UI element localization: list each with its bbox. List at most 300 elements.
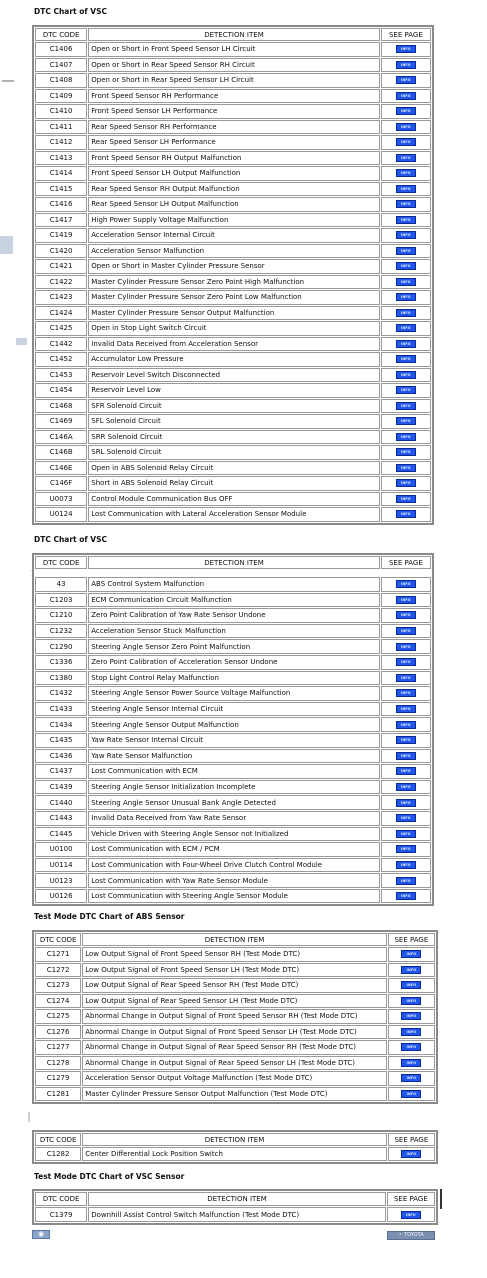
see-page-cell (381, 717, 431, 732)
see-page-cell (388, 1147, 435, 1161)
info-button[interactable]: INFO (396, 309, 416, 317)
detection-item-cell: Open in Stop Light Switch Circuit (88, 321, 379, 336)
dtc-code-cell: U0126 (35, 889, 87, 904)
see-page-cell (381, 624, 431, 639)
side-marker (0, 236, 13, 254)
info-button[interactable]: INFO (396, 611, 416, 619)
info-button[interactable]: INFO (396, 721, 416, 729)
header-dtc-code: DTC CODE (35, 1133, 81, 1146)
expand-toggle-button[interactable]: ◉ (32, 1230, 50, 1239)
detection-item-cell: Low Output Signal of Front Speed Sensor RH (Test Mode DTC) (82, 947, 387, 962)
table-row (35, 321, 431, 336)
info-button[interactable]: INFO (396, 185, 416, 193)
detection-item-cell: Abnormal Change in Output Signal of Rear Speed Sensor LH (Test Mode DTC) (82, 1056, 387, 1071)
info-button[interactable]: INFO (396, 510, 416, 518)
info-button[interactable]: INFO (396, 658, 416, 666)
table-row (35, 795, 431, 810)
dtc-code-cell: C1282 (35, 1147, 81, 1161)
dtc-code-cell: C1440 (35, 795, 87, 810)
detection-item-cell: Steering Angle Sensor Output Malfunction (88, 717, 379, 732)
detection-item-cell: Front Speed Sensor LH Performance (88, 104, 379, 119)
see-page-cell (388, 963, 435, 978)
dtc-code-cell: C1407 (35, 58, 87, 73)
dtc-code-cell: C1410 (35, 104, 87, 119)
dtc-code-cell: C1413 (35, 151, 87, 166)
dtc-code-cell: C1445 (35, 827, 87, 842)
detection-item-cell: Zero Point Calibration of Yaw Rate Sensor Undone (88, 608, 379, 623)
dtc-code-cell: C1276 (35, 1025, 81, 1040)
info-button[interactable]: INFO (396, 643, 416, 651)
table-row (35, 593, 431, 608)
dtc-code-cell: C1380 (35, 671, 87, 686)
see-page-cell (381, 197, 431, 212)
header-dtc-code: DTC CODE (35, 1192, 87, 1206)
detection-item-cell: Open or Short in Rear Speed Sensor RH Circuit (88, 58, 379, 73)
detection-item-cell: Reservoir Level Switch Disconnected (88, 368, 379, 383)
info-button[interactable]: INFO (396, 783, 416, 791)
detection-item-cell: Acceleration Sensor Internal Circuit (88, 228, 379, 243)
see-page-cell (381, 577, 431, 592)
info-button[interactable]: INFO (396, 596, 416, 604)
see-page-cell (381, 795, 431, 810)
detection-item-cell: Rear Speed Sensor RH Output Malfunction (88, 182, 379, 197)
see-page-cell (381, 842, 431, 857)
table-row (35, 430, 431, 445)
see-page-cell (388, 1056, 435, 1071)
dtc-table (32, 930, 438, 1104)
table-row (35, 1025, 435, 1040)
info-button[interactable]: INFO (396, 689, 416, 697)
see-page-cell (388, 994, 435, 1009)
info-button[interactable]: INFO (396, 92, 416, 100)
dtc-code-cell: C1273 (35, 978, 81, 993)
see-page-cell (381, 228, 431, 243)
detection-item-cell: SRL Solenoid Circuit (88, 445, 379, 460)
dtc-code-cell: C1274 (35, 994, 81, 1009)
info-button[interactable]: INFO (396, 752, 416, 760)
info-button[interactable]: INFO (401, 1074, 421, 1082)
table-row (35, 399, 431, 414)
table-row (35, 104, 431, 119)
info-button[interactable]: INFO (401, 1028, 421, 1036)
header-dtc-code: DTC CODE (35, 28, 87, 41)
dtc-code-cell: C1406 (35, 42, 87, 57)
dtc-code-cell: C1336 (35, 655, 87, 670)
info-button[interactable]: INFO (396, 877, 416, 885)
detection-item-cell: Abnormal Change in Output Signal of Rear Speed Sensor RH (Test Mode DTC) (82, 1040, 387, 1055)
see-page-cell (381, 182, 431, 197)
dtc-code-cell: U0123 (35, 873, 87, 888)
dtc-code-cell: C1436 (35, 749, 87, 764)
dtc-code-cell: C1279 (35, 1071, 81, 1086)
dtc-code-cell: C1412 (35, 135, 87, 150)
info-button[interactable]: INFO (396, 627, 416, 635)
info-button[interactable]: INFO (396, 154, 416, 162)
see-page-cell (381, 476, 431, 491)
info-button[interactable]: INFO (396, 861, 416, 869)
see-page-cell (381, 430, 431, 445)
dtc-code-cell: C1454 (35, 383, 87, 398)
section-title: DTC Chart of VSC (34, 535, 107, 544)
dtc-code-cell: C146E (35, 461, 87, 476)
table-row (35, 120, 431, 135)
detection-item-cell: SRR Solenoid Circuit (88, 430, 379, 445)
dtc-code-cell: C1271 (35, 947, 81, 962)
see-page-cell (381, 889, 431, 904)
header-detection-item: DETECTION ITEM (82, 1133, 387, 1146)
detection-item-cell: Downhill Assist Control Switch Malfunction (Test Mode DTC) (88, 1207, 385, 1222)
detection-item-cell: Front Speed Sensor LH Output Malfunction (88, 166, 379, 181)
table-row (35, 1207, 435, 1222)
info-button[interactable]: INFO (396, 830, 416, 838)
table-row (35, 1009, 435, 1024)
section-title: Test Mode DTC Chart of ABS Sensor (34, 912, 185, 921)
see-page-cell (381, 686, 431, 701)
info-button[interactable]: INFO (396, 45, 416, 53)
detection-item-cell: Short in ABS Solenoid Relay Circuit (88, 476, 379, 491)
detection-item-cell: Lost Communication with Steering Angle Sensor Module (88, 889, 379, 904)
table-row (35, 306, 431, 321)
see-page-cell (381, 306, 431, 321)
header-see-page: SEE PAGE (388, 933, 435, 946)
detection-item-cell: Abnormal Change in Output Signal of Front Speed Sensor RH (Test Mode DTC) (82, 1009, 387, 1024)
see-page-cell (388, 1087, 435, 1102)
row-spacer (35, 570, 431, 576)
see-page-cell (381, 135, 431, 150)
detection-item-cell: Front Speed Sensor RH Output Malfunction (88, 151, 379, 166)
dtc-code-cell: C1452 (35, 352, 87, 367)
table-row (35, 1040, 435, 1055)
table-row (35, 414, 431, 429)
info-button[interactable]: INFO (396, 293, 416, 301)
detection-item-cell: Master Cylinder Pressure Sensor Zero Point Low Malfunction (88, 290, 379, 305)
dtc-code-cell: C1468 (35, 399, 87, 414)
detection-item-cell: Low Output Signal of Rear Speed Sensor LH (Test Mode DTC) (82, 994, 387, 1009)
dtc-code-cell: C1275 (35, 1009, 81, 1024)
info-button[interactable]: INFO (396, 402, 416, 410)
info-button[interactable]: INFO (396, 448, 416, 456)
info-button[interactable]: INFO (396, 433, 416, 441)
info-button[interactable]: INFO (396, 845, 416, 853)
detection-item-cell: ABS Control System Malfunction (88, 577, 379, 592)
see-page-cell (387, 1207, 435, 1222)
see-page-cell (381, 73, 431, 88)
info-button[interactable]: INFO (396, 247, 416, 255)
table-row (35, 780, 431, 795)
info-button[interactable]: INFO (396, 495, 416, 503)
info-button[interactable]: INFO (396, 340, 416, 348)
dtc-code-cell: C1281 (35, 1087, 81, 1102)
header-detection-item: DETECTION ITEM (88, 1192, 385, 1206)
see-page-cell (381, 104, 431, 119)
info-button[interactable]: INFO (401, 981, 421, 989)
detection-item-cell: Master Cylinder Pressure Sensor Zero Point High Malfunction (88, 275, 379, 290)
info-button[interactable]: INFO (396, 262, 416, 270)
table-row (35, 873, 431, 888)
table-row (35, 1071, 435, 1086)
table-row (35, 135, 431, 150)
info-button[interactable]: INFO (396, 417, 416, 425)
table-row (35, 337, 431, 352)
detection-item-cell: Vehicle Driven with Steering Angle Sensor not Initialized (88, 827, 379, 842)
dtc-code-cell: C1417 (35, 213, 87, 228)
detection-item-cell: Acceleration Sensor Stuck Malfunction (88, 624, 379, 639)
table-row (35, 244, 431, 259)
info-button[interactable]: INFO (396, 814, 416, 822)
info-button[interactable]: INFO (401, 950, 421, 958)
info-button[interactable]: INFO (396, 386, 416, 394)
table-row (35, 858, 431, 873)
see-page-cell (381, 120, 431, 135)
info-button[interactable]: INFO (396, 216, 416, 224)
info-button[interactable]: INFO (396, 479, 416, 487)
detection-item-cell: Acceleration Sensor Malfunction (88, 244, 379, 259)
see-page-cell (381, 780, 431, 795)
see-page-cell (381, 383, 431, 398)
info-button[interactable]: INFO (401, 1090, 421, 1098)
detection-item-cell: Zero Point Calibration of Acceleration Sensor Undone (88, 655, 379, 670)
see-page-cell (381, 639, 431, 654)
info-button[interactable]: INFO (401, 1150, 421, 1158)
detection-item-cell: Steering Angle Sensor Zero Point Malfunction (88, 639, 379, 654)
see-page-cell (381, 733, 431, 748)
see-page-cell (381, 58, 431, 73)
info-button[interactable]: INFO (401, 1059, 421, 1067)
table-row (35, 182, 431, 197)
table-row (35, 686, 431, 701)
detection-item-cell: Steering Angle Sensor Internal Circuit (88, 702, 379, 717)
dtc-code-cell: C1409 (35, 89, 87, 104)
detection-item-cell: Open or Short in Master Cylinder Pressure Sensor (88, 259, 379, 274)
dtc-code-cell: C146A (35, 430, 87, 445)
table-row (35, 624, 431, 639)
info-button[interactable]: INFO (396, 169, 416, 177)
dtc-code-cell: C1232 (35, 624, 87, 639)
info-button[interactable]: INFO (401, 1043, 421, 1051)
info-button[interactable]: INFO (396, 123, 416, 131)
table-row (35, 947, 435, 962)
table-row (35, 368, 431, 383)
side-marker (2, 80, 14, 82)
table-row (35, 963, 435, 978)
detection-item-cell: Abnormal Change in Output Signal of Front Speed Sensor LH (Test Mode DTC) (82, 1025, 387, 1040)
dtc-code-cell: C1421 (35, 259, 87, 274)
table-row (35, 749, 431, 764)
info-button[interactable]: INFO (401, 966, 421, 974)
table-row (35, 733, 431, 748)
see-page-cell (381, 671, 431, 686)
info-button[interactable]: INFO (396, 138, 416, 146)
table-row (35, 228, 431, 243)
see-page-cell (381, 213, 431, 228)
info-button[interactable]: INFO (396, 200, 416, 208)
info-button[interactable]: INFO (401, 1012, 421, 1020)
detection-item-cell: Open or Short in Front Speed Sensor LH Circuit (88, 42, 379, 57)
table-row (35, 1087, 435, 1102)
dtc-table (32, 1189, 438, 1225)
dtc-code-cell: C1415 (35, 182, 87, 197)
table-row (35, 655, 431, 670)
info-button[interactable]: INFO (396, 767, 416, 775)
dtc-code-cell: 43 (35, 577, 87, 592)
detection-item-cell: Invalid Data Received from Yaw Rate Sensor (88, 811, 379, 826)
header-see-page: SEE PAGE (387, 1192, 435, 1206)
see-page-cell (388, 947, 435, 962)
see-page-cell (381, 368, 431, 383)
dtc-code-cell: C1272 (35, 963, 81, 978)
detection-item-cell: Invalid Data Received from Acceleration Sensor (88, 337, 379, 352)
detection-item-cell: Accumulator Low Pressure (88, 352, 379, 367)
detection-item-cell: SFR Solenoid Circuit (88, 399, 379, 414)
dtc-code-cell: C1210 (35, 608, 87, 623)
see-page-cell (381, 259, 431, 274)
dtc-code-cell: C1435 (35, 733, 87, 748)
dtc-code-cell: C146F (35, 476, 87, 491)
detection-item-cell: Lost Communication with Yaw Rate Sensor Module (88, 873, 379, 888)
table-row (35, 978, 435, 993)
dtc-code-cell: C1433 (35, 702, 87, 717)
header-dtc-code: DTC CODE (35, 933, 81, 946)
info-button[interactable]: INFO (396, 736, 416, 744)
see-page-cell (381, 492, 431, 507)
info-button[interactable]: INFO (396, 324, 416, 332)
dtc-code-cell: U0073 (35, 492, 87, 507)
dtc-code-cell: C146B (35, 445, 87, 460)
dtc-code-cell: C1443 (35, 811, 87, 826)
detection-item-cell: Lost Communication with ECM (88, 764, 379, 779)
detection-item-cell: Open or Short in Rear Speed Sensor LH Circuit (88, 73, 379, 88)
detection-item-cell: Rear Speed Sensor LH Output Malfunction (88, 197, 379, 212)
scroll-indicator (440, 1189, 442, 1209)
info-button[interactable]: INFO (396, 355, 416, 363)
info-button[interactable]: INFO (396, 799, 416, 807)
header-see-page: SEE PAGE (381, 28, 431, 41)
info-button[interactable]: INFO (396, 892, 416, 900)
dtc-code-cell: C1437 (35, 764, 87, 779)
detection-item-cell: Master Cylinder Pressure Sensor Output Malfunction (88, 306, 379, 321)
info-button[interactable]: INFO (396, 371, 416, 379)
toyota-logo: ⚬ TOYOTA (387, 1231, 435, 1240)
table-row (35, 994, 435, 1009)
see-page-cell (381, 593, 431, 608)
table-row (35, 166, 431, 181)
detection-item-cell: Stop Light Control Relay Malfunction (88, 671, 379, 686)
detection-item-cell: Steering Angle Sensor Power Source Voltage Malfunction (88, 686, 379, 701)
dtc-code-cell: C1424 (35, 306, 87, 321)
info-button[interactable]: INFO (396, 231, 416, 239)
dtc-code-cell: C1414 (35, 166, 87, 181)
header-detection-item: DETECTION ITEM (88, 556, 379, 569)
table-row (35, 476, 431, 491)
see-page-cell (381, 608, 431, 623)
header-see-page: SEE PAGE (381, 556, 431, 569)
header-detection-item: DETECTION ITEM (88, 28, 379, 41)
see-page-cell (381, 461, 431, 476)
see-page-cell (381, 337, 431, 352)
dtc-code-cell: C1277 (35, 1040, 81, 1055)
info-button[interactable]: INFO (396, 278, 416, 286)
detection-item-cell: Steering Angle Sensor Unusual Bank Angle Detected (88, 795, 379, 810)
table-row (35, 492, 431, 507)
dtc-code-cell: C1290 (35, 639, 87, 654)
info-button[interactable]: INFO (396, 705, 416, 713)
detection-item-cell: Low Output Signal of Rear Speed Sensor RH (Test Mode DTC) (82, 978, 387, 993)
table-row (35, 275, 431, 290)
dtc-code-cell: C1419 (35, 228, 87, 243)
table-row (35, 445, 431, 460)
info-button[interactable]: INFO (396, 107, 416, 115)
info-button[interactable]: INFO (396, 464, 416, 472)
header-detection-item: DETECTION ITEM (82, 933, 387, 946)
info-button[interactable]: INFO (396, 61, 416, 69)
info-button[interactable]: INFO (396, 674, 416, 682)
dtc-code-cell: C1411 (35, 120, 87, 135)
detection-item-cell: Yaw Rate Sensor Malfunction (88, 749, 379, 764)
section-title: DTC Chart of VSC (34, 7, 107, 16)
dtc-code-cell: C1453 (35, 368, 87, 383)
table-row (35, 717, 431, 732)
table-row (35, 827, 431, 842)
see-page-cell (381, 764, 431, 779)
table-row (35, 73, 431, 88)
see-page-cell (381, 858, 431, 873)
header-dtc-code: DTC CODE (35, 556, 87, 569)
dtc-code-cell: C1423 (35, 290, 87, 305)
see-page-cell (381, 89, 431, 104)
dtc-code-cell: C1420 (35, 244, 87, 259)
see-page-cell (388, 1071, 435, 1086)
table-row (35, 671, 431, 686)
detection-item-cell: Rear Speed Sensor RH Performance (88, 120, 379, 135)
detection-item-cell: Control Module Communication Bus OFF (88, 492, 379, 507)
table-row (35, 42, 431, 57)
dtc-code-cell: U0114 (35, 858, 87, 873)
see-page-cell (381, 275, 431, 290)
see-page-cell (381, 811, 431, 826)
detection-item-cell: Rear Speed Sensor LH Performance (88, 135, 379, 150)
table-row (35, 702, 431, 717)
detection-item-cell: Lost Communication with Four-Wheel Drive Clutch Control Module (88, 858, 379, 873)
dtc-code-cell: U0100 (35, 842, 87, 857)
info-button[interactable]: INFO (401, 997, 421, 1005)
table-row (35, 213, 431, 228)
header-see-page: SEE PAGE (388, 1133, 435, 1146)
info-button[interactable]: INFO (396, 580, 416, 588)
detection-item-cell: High Power Supply Voltage Malfunction (88, 213, 379, 228)
see-page-cell (381, 166, 431, 181)
see-page-cell (381, 655, 431, 670)
detection-item-cell: ECM Communication Circuit Malfunction (88, 593, 379, 608)
table-row (35, 1147, 435, 1161)
dtc-code-cell: C1469 (35, 414, 87, 429)
table-row (35, 842, 431, 857)
table-row (35, 259, 431, 274)
table-row (35, 58, 431, 73)
see-page-cell (388, 1009, 435, 1024)
table-row (35, 764, 431, 779)
see-page-cell (381, 702, 431, 717)
info-button[interactable]: INFO (396, 76, 416, 84)
dtc-code-cell: C1422 (35, 275, 87, 290)
detection-item-cell: Front Speed Sensor RH Performance (88, 89, 379, 104)
see-page-cell (381, 290, 431, 305)
dtc-code-cell: C1442 (35, 337, 87, 352)
info-button[interactable]: INFO (401, 1211, 421, 1219)
section-title: Test Mode DTC Chart of VSC Sensor (34, 1172, 185, 1181)
detection-item-cell: Lost Communication with ECM / PCM (88, 842, 379, 857)
detection-item-cell: SFL Solenoid Circuit (88, 414, 379, 429)
see-page-cell (381, 321, 431, 336)
